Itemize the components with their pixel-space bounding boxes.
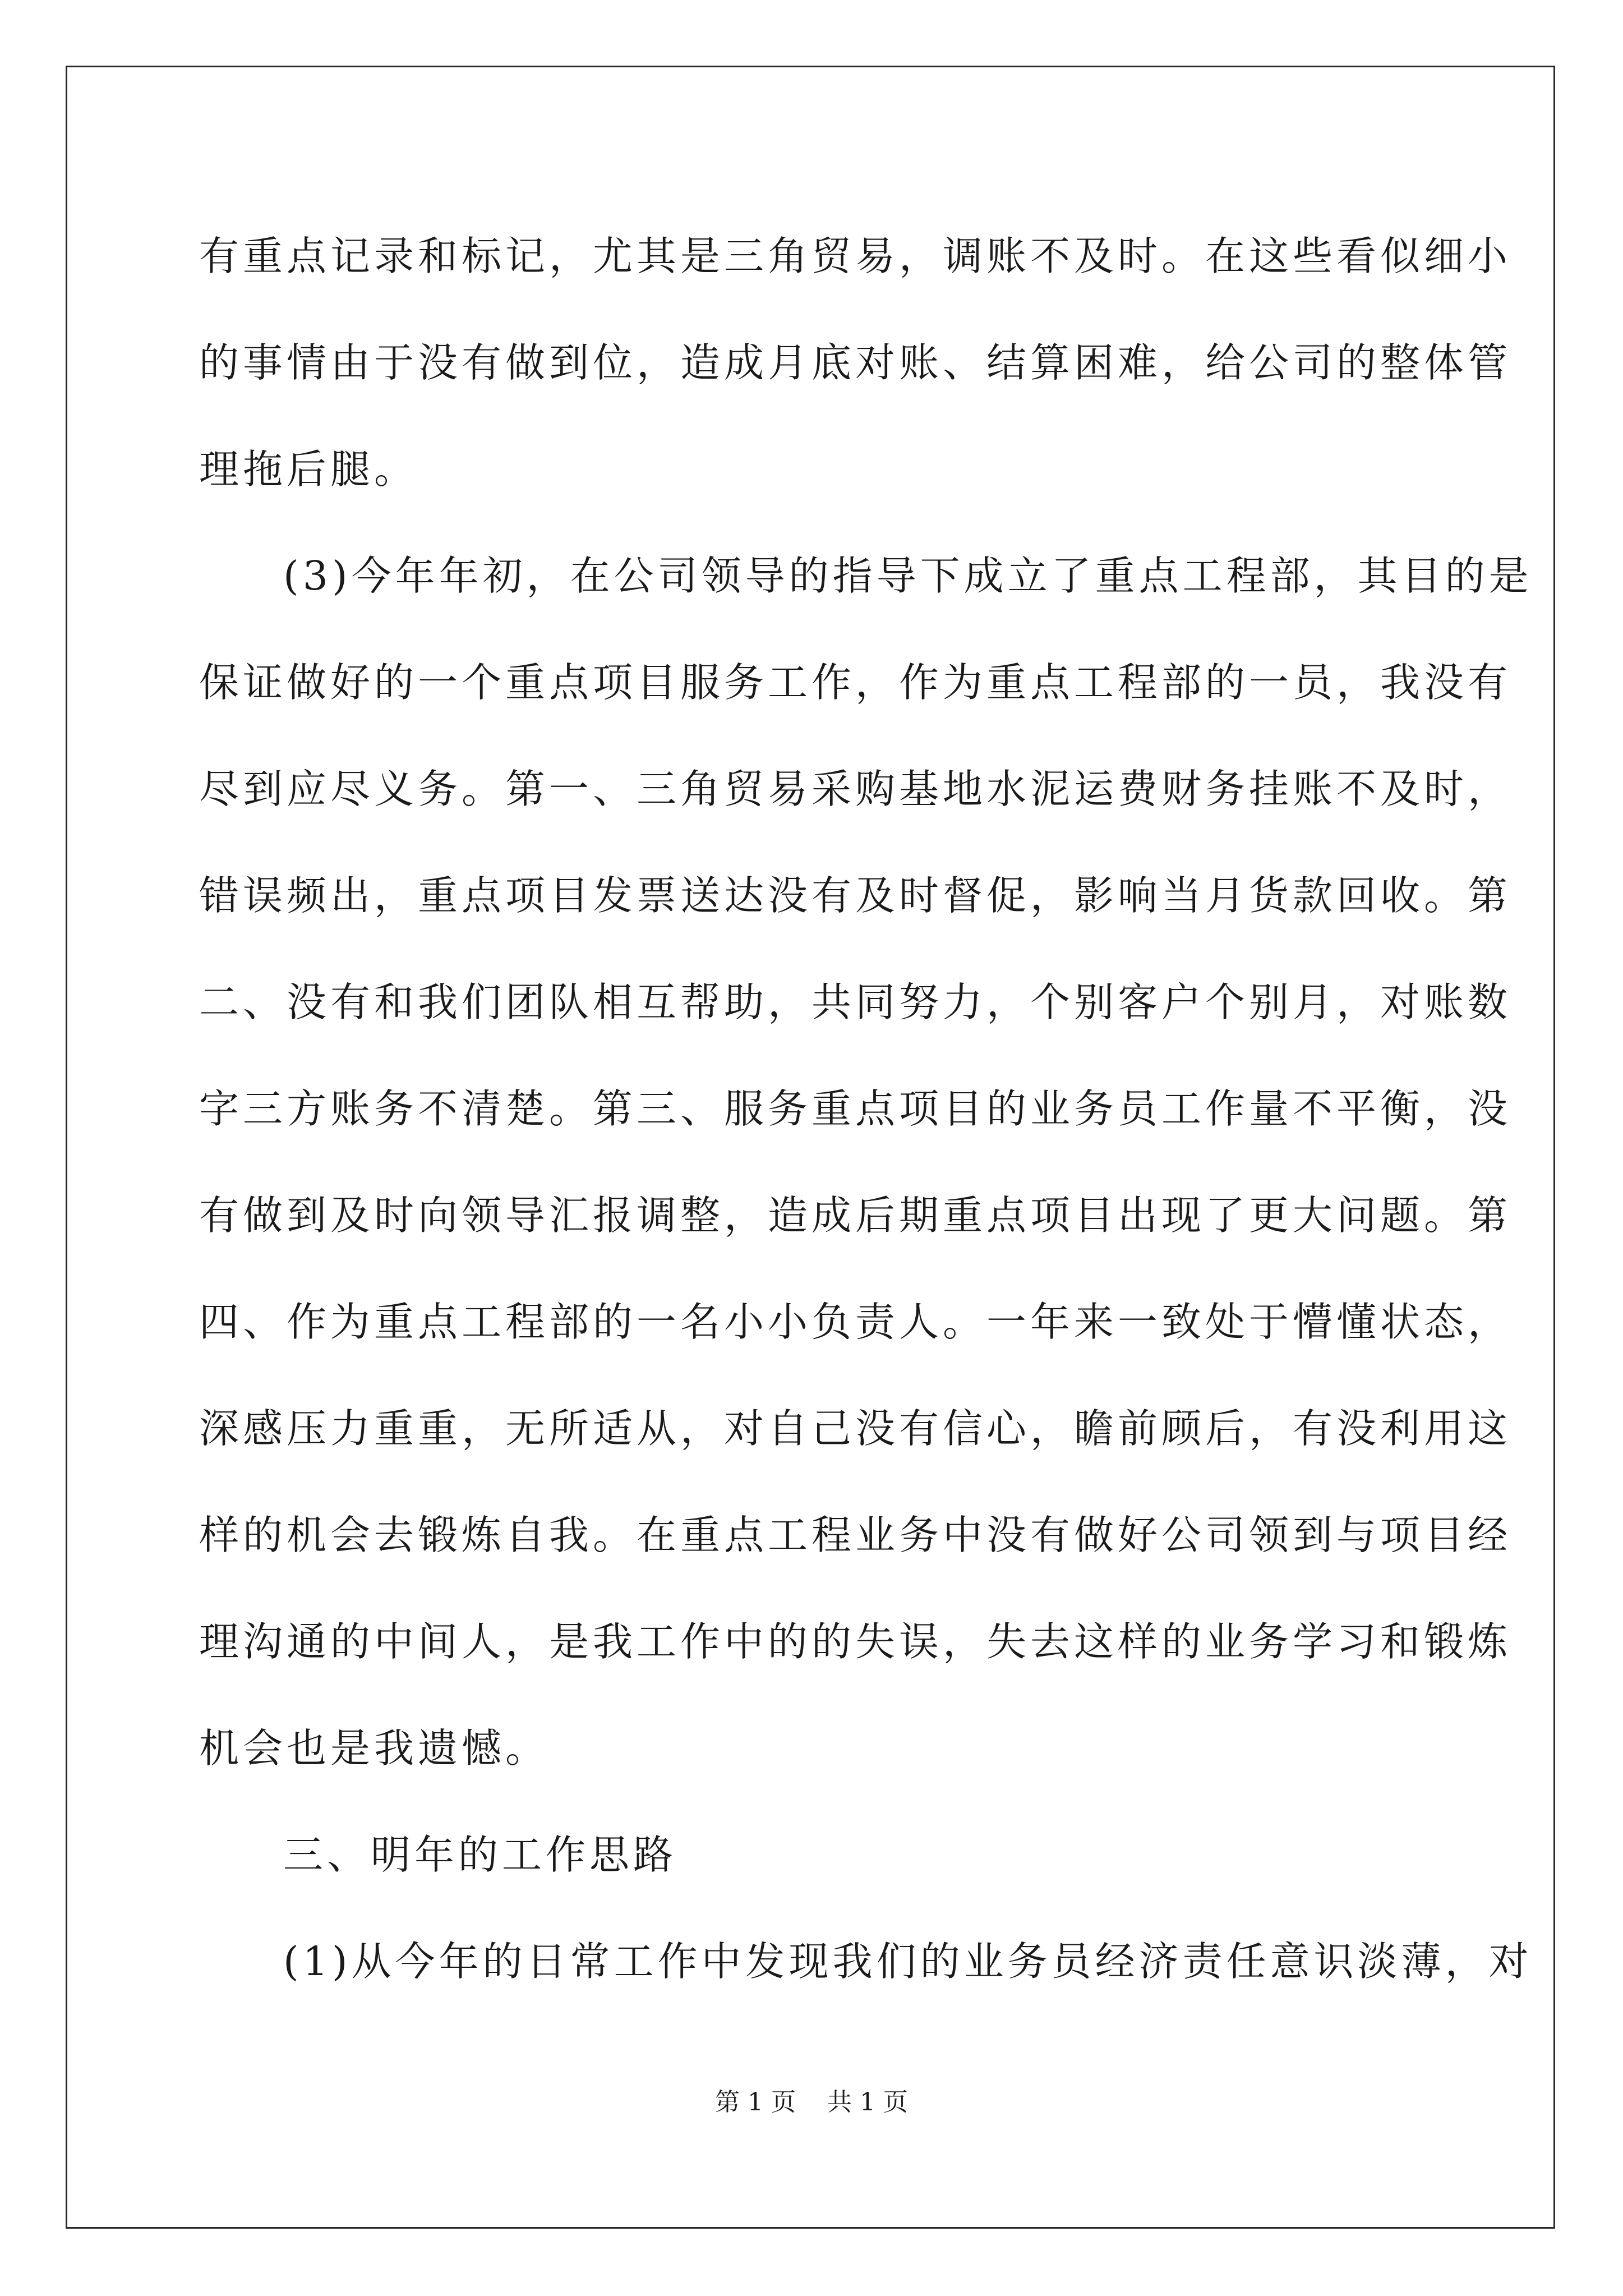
paragraph — [199, 523, 1533, 1802]
text-line: (3)今年年初，在公司领导的指导下成立了重点工程部，其目的是 — [283, 553, 1533, 599]
paragraph — [199, 1908, 1533, 2015]
text-line: 理拖后腿。 — [199, 446, 418, 493]
text-line: 字三方账务不清楚。第三、服务重点项目的业务员工作量不平衡，没 — [199, 1085, 1512, 1132]
text-line: 有重点记录和标记，尤其是三角贸易，调账不及时。在这些看似细小 — [199, 233, 1512, 279]
text-line: 保证做好的一个重点项目服务工作，作为重点工程部的一员，我没有 — [199, 659, 1512, 706]
text-line: 二、没有和我们团队相互帮助，共同努力，个别客户个别月，对账数 — [199, 979, 1512, 1025]
heading-line: 三、明年的工作思路 — [283, 1832, 677, 1878]
text-line: 样的机会去锻炼自我。在重点工程业务中没有做好公司领到与项目经 — [199, 1512, 1512, 1558]
text-line: 错误频出，重点项目发票送达没有及时督促，影响当月货款回收。第 — [199, 872, 1512, 919]
text-line: 机会也是我遗憾。 — [199, 1725, 550, 1772]
page-number-footer: 第 1 页 共 1 页 — [715, 2088, 908, 2116]
text-line: 理沟通的中间人，是我工作中的的失误，失去这样的业务学习和锻炼 — [199, 1618, 1512, 1665]
text-line: 有做到及时向领导汇报调整，造成后期重点项目出现了更大问题。第 — [199, 1192, 1512, 1239]
section-heading — [199, 1802, 1427, 1908]
text-line: 四、作为重点工程部的一名小小负责人。一年来一致处于懵懂状态， — [199, 1299, 1512, 1345]
text-line: 的事情由于没有做到位，造成月底对账、结算困难，给公司的整体管 — [199, 339, 1512, 386]
text-line: (1)从今年的日常工作中发现我们的业务员经济责任意识淡薄，对 — [283, 1938, 1533, 1985]
paragraph — [199, 203, 1512, 523]
document-body — [199, 203, 1533, 2015]
text-line: 尽到应尽义务。第一、三角贸易采购基地水泥运费财务挂账不及时， — [199, 766, 1512, 812]
text-line: 深感压力重重，无所适从，对自己没有信心，瞻前顾后，有没利用这 — [199, 1405, 1512, 1452]
